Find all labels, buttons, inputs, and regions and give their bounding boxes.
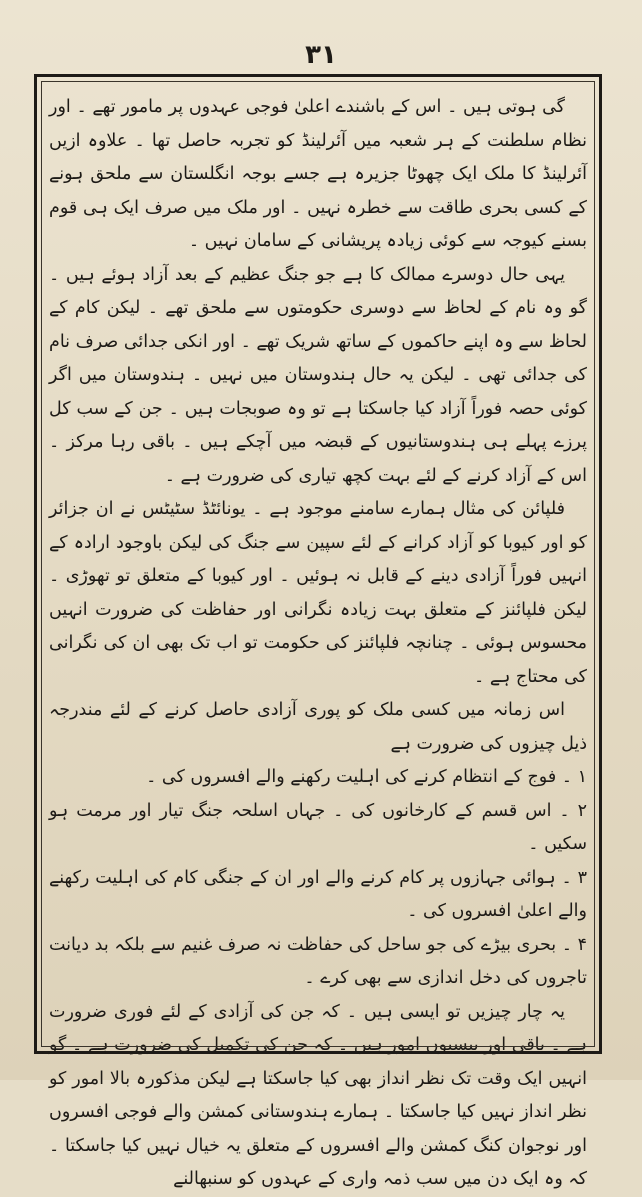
page-number: ۳۱ (305, 40, 337, 70)
list-item-navy: ۴ ۔ بحری بیڑے کی جو ساحل کی حفاظت نہ صرف غنیم سے بلکہ بد دیانت تاجروں کی دخل اندازی سے بھی کرے ۔ (49, 934, 587, 988)
paragraph-closing: یہ چار چیزیں تو ایسی ہیں ۔ کہ جن کی آزادی کے لئے فوری ضرورت ہے ۔ باقی اور بیسیوں امور ہیں ۔ کہ جن کی تکمیل کی ضرورت ہے ۔ گو انہیں ایک وقت تک نظر انداز بھی کیا جاسکتا ہے لیکن مذکورہ بالا امور کو نظر انداز نہیں کیا جاسکتا ۔ ہمارے ہندوستانی کمشن والے فوجی افسروں اور نوجوان کنگ کمشن والے افسروں کے متعلق یہ خیال نہیں کیا جاسکتا ۔ کہ وہ ایک دن میں سب ذمہ واری کے عہدوں کو سنبھالنے (49, 1001, 587, 1189)
page-body (49, 91, 587, 1189)
paragraph-other-countries: یہی حال دوسرے ممالک کا ہے جو جنگ عظیم کے بعد آزاد ہوئے ہیں ۔ گو وہ نام کے لحاظ سے دوسری حکومتوں سے ملحق تھے ۔ لیکن کام کے لحاظ سے وہ اپنے حاکموں کے ساتھ شریک تھے ۔ اور انکی جدائی صرف نام کی جدائی تھی ۔ لیکن یہ حال ہندوستان میں نہیں ۔ ہندوستان میں اگر کوئی حصہ فوراً آزاد کیا جاسکتا ہے تو وہ صوبجات ہیں ۔ جن کے سب کل پرزے پہلے ہی ہندوستانیوں کے قبضہ میں آچکے ہیں ۔ باقی رہا مرکز ۔ اس کے آزاد کرنے کے لئے بہت کچھ تیاری کی ضرورت ہے ۔ (49, 264, 587, 486)
paragraph-ireland: گی ہوتی ہیں ۔ اس کے باشندے اعلیٰ فوجی عہدوں پر مامور تھے ۔ اور نظام سلطنت کے ہر شعبہ میں آئرلینڈ کو تجربہ حاصل تھا ۔ علاوہ ازیں آئرلینڈ کا ملک ایک چھوٹا جزیرہ ہے جسے بوجہ انگلستان سے ملحق ہونے کے کسی بحری طاقت سے خطرہ نہیں ۔ اور ملک میں صرف ایک ہی قوم بسنے کیوجہ سے کوئی زیادہ پریشانی کے سامان نہیں ۔ (49, 97, 587, 251)
paragraph-requirements-intro: اس زمانہ میں کسی ملک کو پوری آزادی حاصل کرنے کے لئے مندرجہ ذیل چیزوں کی ضرورت ہے (49, 700, 587, 754)
text-frame (34, 74, 602, 1189)
list-item-aircraft: ۳ ۔ ہوائی جہازوں پر کام کرنے والے اور ان کے جنگی کام کی اہلیت رکھنے والے اعلیٰ افسروں کی ۔ (49, 867, 587, 921)
list-item-officers: ۱ ۔ فوج کے انتظام کرنے کی اہلیت رکھنے والے افسروں کی ۔ (146, 767, 587, 787)
paragraph-philippines: فلپائن کی مثال ہمارے سامنے موجود ہے ۔ یونائٹڈ سٹیٹس نے ان جزائر کو اور کیوبا کو آزاد کرانے کے لئے سپین سے جنگ کی لیکن باوجود ارادہ کے انہیں فوراً آزادی دینے کے قابل نہ ہوئیں ۔ اور کیوبا کے متعلق تو تھوڑی ۔ لیکن فلپائنز کے متعلق بہت زیادہ نگرانی اور حفاظت کی ضرورت انہیں محسوس ہوئی ۔ چنانچہ فلپائنز کی حکومت تو اب تک بھی ان کی نگرانی کی محتاج ہے ۔ (49, 499, 587, 687)
list-item-factories: ۲ ۔ اس قسم کے کارخانوں کی ۔ جہاں اسلحہ جنگ تیار اور مرمت ہو سکیں ۔ (49, 800, 587, 854)
